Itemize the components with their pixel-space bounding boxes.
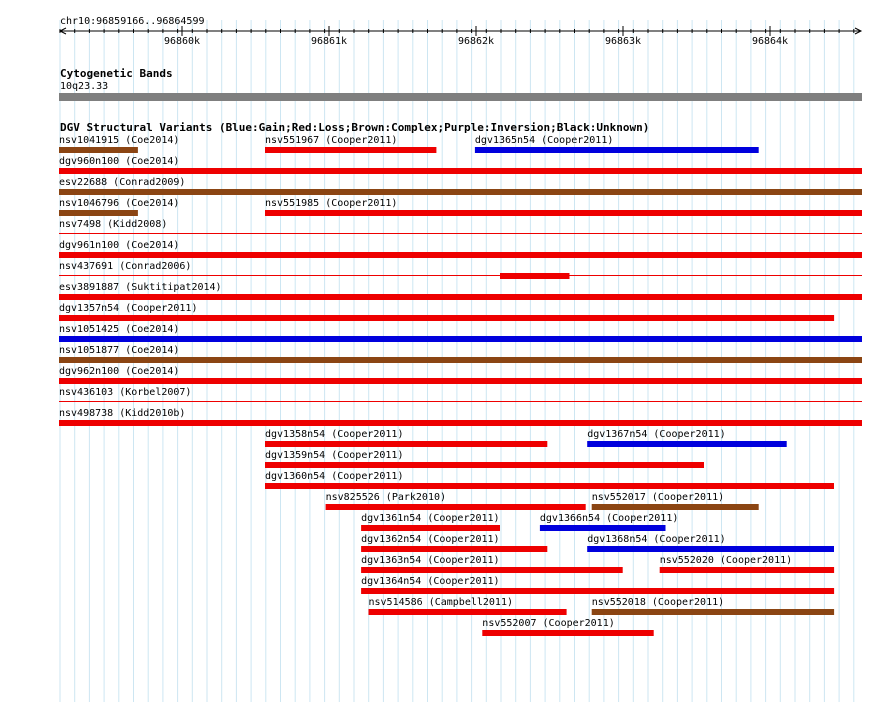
dgv-feature-label: nsv1051877 (Coe2014) xyxy=(59,345,180,356)
dgv-feature[interactable] xyxy=(592,597,834,615)
ruler-tick-label: 96860k xyxy=(163,36,201,47)
dgv-feature-label: nsv552007 (Cooper2011) xyxy=(482,618,615,629)
ruler-tick-label: 96861k xyxy=(310,36,348,47)
dgv-feature-bar[interactable] xyxy=(369,609,567,615)
dgv-feature[interactable] xyxy=(59,387,862,402)
cytoband-band[interactable] xyxy=(59,93,862,101)
dgv-feature-bar[interactable] xyxy=(361,567,623,573)
dgv-feature-bar[interactable] xyxy=(59,294,862,300)
dgv-feature[interactable] xyxy=(59,408,862,426)
dgv-feature-bar[interactable] xyxy=(660,567,834,573)
dgv-feature-label: dgv1367n54 (Cooper2011) xyxy=(587,429,726,440)
dgv-feature-label: nsv1046796 (Coe2014) xyxy=(59,198,180,209)
dgv-feature[interactable] xyxy=(59,198,179,216)
dgv-feature-bar[interactable] xyxy=(361,588,834,594)
dgv-feature[interactable] xyxy=(59,345,862,363)
dgv-feature-label: dgv1360n54 (Cooper2011) xyxy=(265,471,404,482)
dgv-feature-label: dgv961n100 (Coe2014) xyxy=(59,240,180,251)
dgv-feature[interactable] xyxy=(59,303,834,321)
dgv-feature[interactable] xyxy=(59,261,862,276)
dgv-feature-label: nsv552018 (Cooper2011) xyxy=(591,597,725,608)
dgv-feature[interactable] xyxy=(369,597,567,615)
dgv-feature[interactable] xyxy=(587,534,834,552)
dgv-feature[interactable] xyxy=(59,156,862,174)
dgv-feature-bar[interactable] xyxy=(326,504,586,510)
dgv-feature[interactable] xyxy=(59,366,862,384)
dgv-track[interactable] xyxy=(59,121,862,636)
dgv-feature-bar[interactable] xyxy=(59,357,862,363)
dgv-feature-line[interactable] xyxy=(59,275,862,276)
dgv-feature-label: nsv1051425 (Coe2014) xyxy=(59,324,180,335)
dgv-feature-bar[interactable] xyxy=(59,168,862,174)
dgv-feature-bar[interactable] xyxy=(265,483,834,489)
dgv-feature[interactable] xyxy=(361,534,547,552)
dgv-feature-label: nsv825526 (Park2010) xyxy=(325,492,447,503)
dgv-feature-label: nsv514586 (Campbell2011) xyxy=(368,597,513,608)
dgv-feature-bar[interactable] xyxy=(361,525,500,531)
dgv-feature[interactable] xyxy=(59,282,862,300)
dgv-feature-label: nsv436103 (Korbel2007) xyxy=(59,387,192,398)
dgv-feature[interactable] xyxy=(59,219,862,234)
dgv-feature[interactable] xyxy=(59,324,862,342)
dgv-feature-bar[interactable] xyxy=(500,273,570,279)
dgv-features xyxy=(59,135,862,636)
dgv-feature-label: dgv1361n54 (Cooper2011) xyxy=(361,513,500,524)
dgv-track-title: DGV Structural Variants (Blue:Gain;Red:Loss;Brown:Complex;Purple:Inversion;Black:Unknown) xyxy=(60,121,650,134)
dgv-feature[interactable] xyxy=(361,576,834,594)
dgv-feature-label: nsv552017 (Cooper2011) xyxy=(591,492,725,503)
dgv-feature[interactable] xyxy=(361,513,500,531)
dgv-feature-bar[interactable] xyxy=(265,147,436,153)
dgv-feature-label: dgv1365n54 (Cooper2011) xyxy=(474,135,614,146)
dgv-feature-label: esv22688 (Conrad2009) xyxy=(59,177,186,188)
dgv-feature[interactable] xyxy=(59,135,179,153)
dgv-feature-bar[interactable] xyxy=(265,210,862,216)
dgv-feature[interactable] xyxy=(482,618,653,636)
dgv-feature-bar[interactable] xyxy=(59,315,834,321)
dgv-feature-line[interactable] xyxy=(59,401,862,402)
ruler-region-label: chr10:96859166..96864599 xyxy=(60,16,205,27)
dgv-feature-label: nsv437691 (Conrad2006) xyxy=(59,261,192,272)
dgv-feature-bar[interactable] xyxy=(592,504,759,510)
dgv-feature-bar[interactable] xyxy=(475,147,759,153)
dgv-feature-bar[interactable] xyxy=(59,420,862,426)
cytoband-band-label: 10q23.33 xyxy=(60,81,109,92)
ruler-tick-label: 96864k xyxy=(751,36,789,47)
dgv-feature[interactable] xyxy=(59,240,862,258)
dgv-feature-label: dgv1362n54 (Cooper2011) xyxy=(361,534,500,545)
dgv-feature-label: dgv1359n54 (Cooper2011) xyxy=(265,450,404,461)
dgv-feature[interactable] xyxy=(361,555,623,573)
cytoband-track-title: Cytogenetic Bands xyxy=(60,67,173,80)
dgv-feature-label: nsv498738 (Kidd2010b) xyxy=(59,408,186,419)
dgv-feature-bar[interactable] xyxy=(59,336,862,342)
dgv-feature-label: dgv1358n54 (Cooper2011) xyxy=(265,429,404,440)
dgv-feature-label: esv3891887 (Suktitipat2014) xyxy=(59,282,222,293)
dgv-feature-label: nsv551967 (Cooper2011) xyxy=(265,135,398,146)
dgv-feature-bar[interactable] xyxy=(265,462,704,468)
dgv-feature-label: dgv962n100 (Coe2014) xyxy=(59,366,180,377)
dgv-feature-label: dgv1357n54 (Cooper2011) xyxy=(59,303,198,314)
dgv-feature-bar[interactable] xyxy=(587,441,787,447)
dgv-feature-bar[interactable] xyxy=(482,630,653,636)
dgv-feature-label: nsv551985 (Cooper2011) xyxy=(265,198,398,209)
dgv-feature-bar[interactable] xyxy=(59,252,862,258)
dgv-feature-label: dgv1368n54 (Cooper2011) xyxy=(587,534,726,545)
ruler-tick-label: 96863k xyxy=(604,36,642,47)
dgv-feature[interactable] xyxy=(540,513,678,531)
dgv-feature-label: dgv1364n54 (Cooper2011) xyxy=(361,576,500,587)
dgv-feature[interactable] xyxy=(265,471,834,489)
dgv-feature-bar[interactable] xyxy=(587,546,834,552)
dgv-feature-label: dgv1363n54 (Cooper2011) xyxy=(361,555,500,566)
dgv-feature[interactable] xyxy=(475,135,759,153)
dgv-feature-bar[interactable] xyxy=(265,441,547,447)
dgv-feature-bar[interactable] xyxy=(592,609,834,615)
dgv-feature-bar[interactable] xyxy=(59,210,138,216)
dgv-feature-bar[interactable] xyxy=(59,378,862,384)
dgv-feature[interactable] xyxy=(592,492,759,510)
ruler-tick-labels xyxy=(164,36,788,47)
dgv-feature-bar[interactable] xyxy=(361,546,547,552)
dgv-feature-label: nsv7498 (Kidd2008) xyxy=(59,219,168,230)
dgv-feature-bar[interactable] xyxy=(59,147,138,153)
dgv-feature[interactable] xyxy=(265,198,862,216)
dgv-feature[interactable] xyxy=(265,450,704,468)
dgv-feature[interactable] xyxy=(587,429,787,447)
ruler-track[interactable] xyxy=(60,16,861,47)
dgv-feature-label: dgv960n100 (Coe2014) xyxy=(59,156,180,167)
cytoband-track[interactable] xyxy=(59,67,862,101)
dgv-feature[interactable] xyxy=(265,135,436,153)
dgv-feature-label: dgv1366n54 (Cooper2011) xyxy=(539,513,679,524)
dgv-feature[interactable] xyxy=(660,555,834,573)
dgv-feature-bar[interactable] xyxy=(59,189,862,195)
dgv-feature[interactable] xyxy=(500,273,570,279)
dgv-feature-label: nsv552020 (Cooper2011) xyxy=(659,555,793,566)
dgv-feature[interactable] xyxy=(326,492,586,510)
dgv-feature-label: nsv1041915 (Coe2014) xyxy=(59,135,180,146)
ruler-tick-label: 96862k xyxy=(457,36,495,47)
dgv-feature[interactable] xyxy=(59,177,862,195)
dgv-feature-line[interactable] xyxy=(59,233,862,234)
dgv-feature[interactable] xyxy=(265,429,547,447)
dgv-feature-bar[interactable] xyxy=(540,525,666,531)
